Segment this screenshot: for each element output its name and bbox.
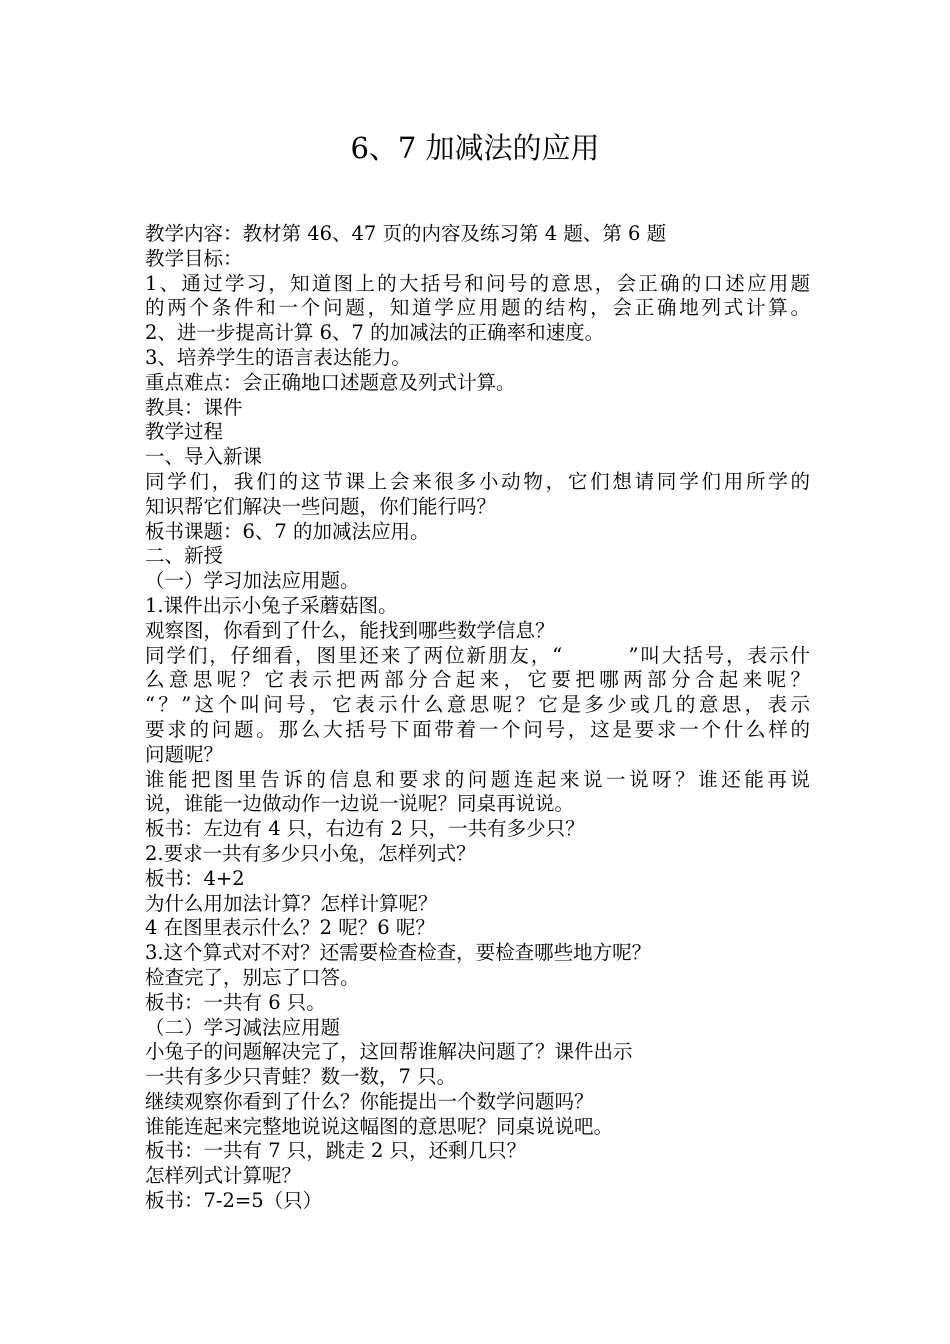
text-line: 板书：一共有 6 只。 xyxy=(145,990,326,1014)
text-line: 二、新授 xyxy=(145,544,224,568)
text-line: 知识帮它们解决一些问题，你们能行吗？ xyxy=(145,494,497,518)
document-title: 6、7 加减法的应用 xyxy=(350,131,600,165)
text-line: 1.课件出示小兔子采蘑菇图。 xyxy=(145,593,398,617)
text-line: 继续观察你看到了什么？你能提出一个数学问题吗？ xyxy=(145,1089,594,1113)
text-line: 同学们，仔细看，图里还来了两位新朋友，“ ”叫大括号，表示什 xyxy=(145,643,810,667)
text-line: 的两个条件和一个问题，知道学应用题的结构，会正确地列式计算。 xyxy=(145,296,810,320)
text-line: 板书：左边有 4 只，右边有 2 只，一共有多少只？ xyxy=(145,817,585,841)
text-line: 谁能连起来完整地说说这幅图的意思呢？同桌说说吧。 xyxy=(145,1114,614,1138)
text-line: 板书：4+2 xyxy=(145,866,245,890)
text-line: 2.要求一共有多少只小兔，怎样列式？ xyxy=(145,841,476,865)
text-line: 同学们，我们的这节课上会来很多小动物，它们想请同学们用所学的 xyxy=(145,469,810,493)
text-line: 观察图，你看到了什么，能找到哪些数学信息？ xyxy=(145,618,555,642)
text-line: 一、导入新课 xyxy=(145,445,263,469)
text-line: 检查完了，别忘了口答。 xyxy=(145,965,360,989)
document-body xyxy=(145,222,810,1214)
text-line: 说，谁能一边做动作一边说一说呢？同桌再说说。 xyxy=(145,792,575,816)
text-line: 重点难点：会正确地口述题意及列式计算。 xyxy=(145,370,516,394)
text-line: 一共有多少只青蛙？数一数，7 只。 xyxy=(145,1065,457,1089)
text-line: 谁能把图里告诉的信息和要求的问题连起来说一说呀？谁还能再说 xyxy=(145,767,810,791)
text-line: 教具：课件 xyxy=(145,395,243,419)
text-line: 么意思呢？它表示把两部分合起来，它要把哪两部分合起来呢？ xyxy=(145,668,810,692)
text-line: 板书：一共有 7 只，跳走 2 只，还剩几只？ xyxy=(145,1139,527,1163)
text-line: 为什么用加法计算？怎样计算呢？ xyxy=(145,891,438,915)
text-line: 板书：7-2=5（只） xyxy=(145,1189,323,1213)
text-line: 教学内容：教材第 46、47 页的内容及练习第 4 题、第 6 题 xyxy=(145,222,667,245)
text-line: （二）学习减法应用题 xyxy=(145,1015,341,1039)
text-line: 1、通过学习，知道图上的大括号和问号的意思，会正确的口述应用题 xyxy=(145,271,810,295)
text-line: 4 在图里表示什么？2 呢？6 呢？ xyxy=(145,916,435,940)
text-line: 2、进一步提高计算 6、7 的加减法的正确率和速度。 xyxy=(145,321,605,345)
text-line: （一）学习加法应用题。 xyxy=(145,569,360,593)
text-line: 怎样列式计算呢？ xyxy=(145,1164,302,1188)
text-line: 板书课题：6、7 的加减法应用。 xyxy=(145,519,430,543)
text-line: 问题呢？ xyxy=(145,742,224,766)
text-line: 3.这个算式对不对？还需要检查检查，要检查哪些地方呢？ xyxy=(145,941,652,965)
text-line: 教学目标： xyxy=(145,246,243,270)
text-line: 要求的问题。那么大括号下面带着一个问号，这是要求一个什么样的 xyxy=(145,717,810,741)
text-line: 教学过程 xyxy=(145,420,224,444)
text-line: 小兔子的问题解决完了，这回帮谁解决问题了？课件出示 xyxy=(145,1040,633,1064)
text-line: 3、培养学生的语言表达能力。 xyxy=(145,345,411,369)
text-line: “？”这个叫问号，它表示什么意思呢？它是多少或几的意思，表示 xyxy=(145,693,810,717)
